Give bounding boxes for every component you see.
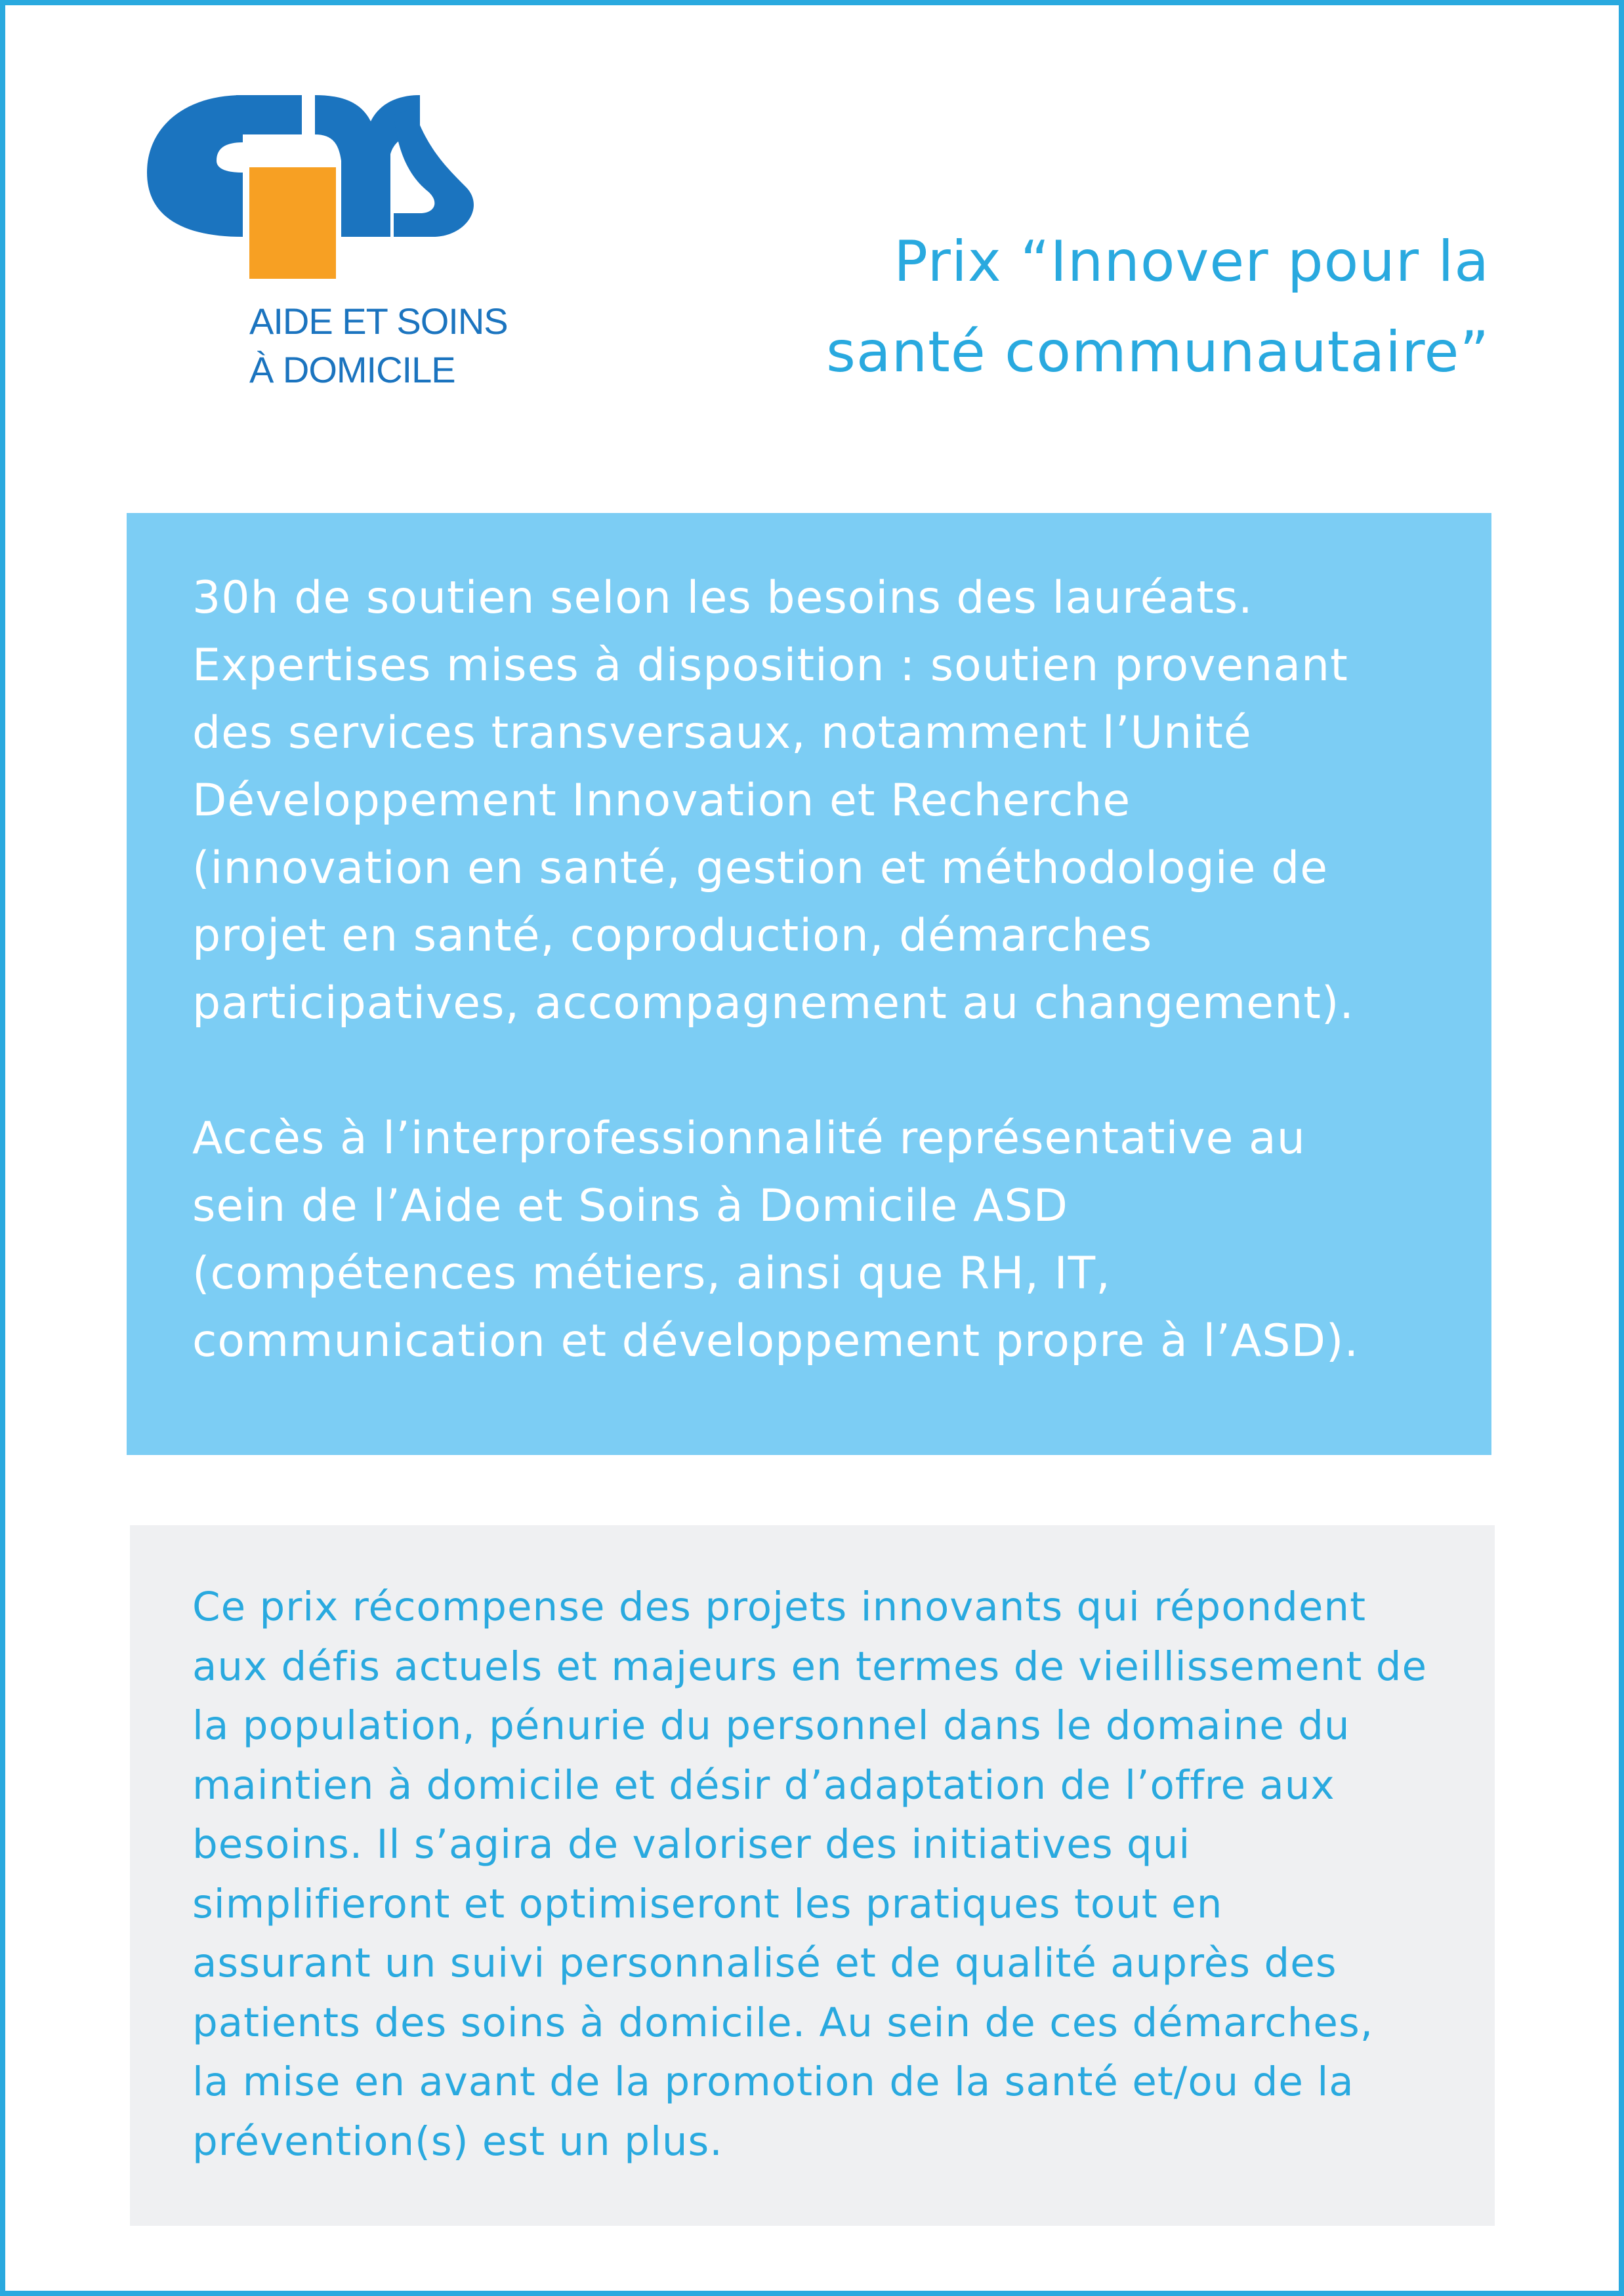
text-line: assurant un suivi personnalisé et de qualité auprès des: [192, 1940, 1337, 1986]
text-line: 30h de soutien selon les besoins des lauréats.: [192, 572, 1253, 624]
cms-logo-mark: [144, 95, 499, 292]
text-line: Ce prix récompense des projets innovants qui répondent: [192, 1584, 1367, 1630]
description-paragraph: [192, 1578, 1462, 2171]
text-line: besoins. Il s’agira de valoriser des initiatives qui: [192, 1821, 1191, 1868]
text-line: sein de l’Aide et Soins à Domicile ASD: [192, 1180, 1068, 1232]
description-box: [130, 1525, 1495, 2226]
text-line: Expertises mises à disposition : soutien provenant: [192, 640, 1348, 691]
text-line: simplifieront et optimiseront les pratiques tout en: [192, 1880, 1223, 1927]
text-line: projet en santé, coproduction, démarches: [192, 910, 1153, 962]
text-line: Développement Innovation et Recherche: [192, 775, 1131, 827]
text-line: communication et développement propre à l’ASD).: [192, 1315, 1360, 1367]
logo-letter-c: [147, 95, 243, 237]
support-paragraph-1: [192, 564, 1452, 1037]
page-title: [571, 216, 1489, 398]
text-line: des services transversaux, notamment l’Unité: [192, 707, 1252, 759]
text-line: la mise en avant de la promotion de la santé et/ou de la: [192, 2059, 1354, 2105]
text-line: maintien à domicile et désir d’adaptation de l’offre aux: [192, 1761, 1335, 1809]
text-line: prévention(s) est un plus.: [192, 2118, 723, 2165]
text-line: participatives, accompagnement au changement).: [192, 977, 1355, 1029]
logo-subtitle-line: AIDE ET SOINS: [249, 300, 508, 342]
logo-letter-s: [394, 108, 474, 237]
text-line: Accès à l’interprofessionnalité représentative au: [192, 1113, 1306, 1164]
title-line: santé communautaire”: [826, 319, 1489, 385]
text-line: aux défis actuels et majeurs en termes de vieillissement de: [192, 1643, 1427, 1690]
text-line: (compétences métiers, ainsi que RH, IT,: [192, 1248, 1111, 1300]
title-line: Prix “Innover pour la: [894, 229, 1489, 295]
logo-subtitle: [249, 297, 508, 394]
support-box: [127, 513, 1491, 1455]
text-line: la population, pénurie du personnel dans le domaine du: [192, 1702, 1350, 1749]
text-line: patients des soins à domicile. Au sein de ces démarches,: [192, 1999, 1374, 2046]
logo-subtitle-line: À DOMICILE: [249, 349, 455, 390]
logo-c-top: [236, 95, 302, 134]
text-line: (innovation en santé, gestion et méthodologie de: [192, 842, 1329, 894]
logo-orange-square: [249, 167, 336, 279]
cms-logo: [144, 95, 508, 390]
support-paragraph-2: [192, 1105, 1452, 1375]
